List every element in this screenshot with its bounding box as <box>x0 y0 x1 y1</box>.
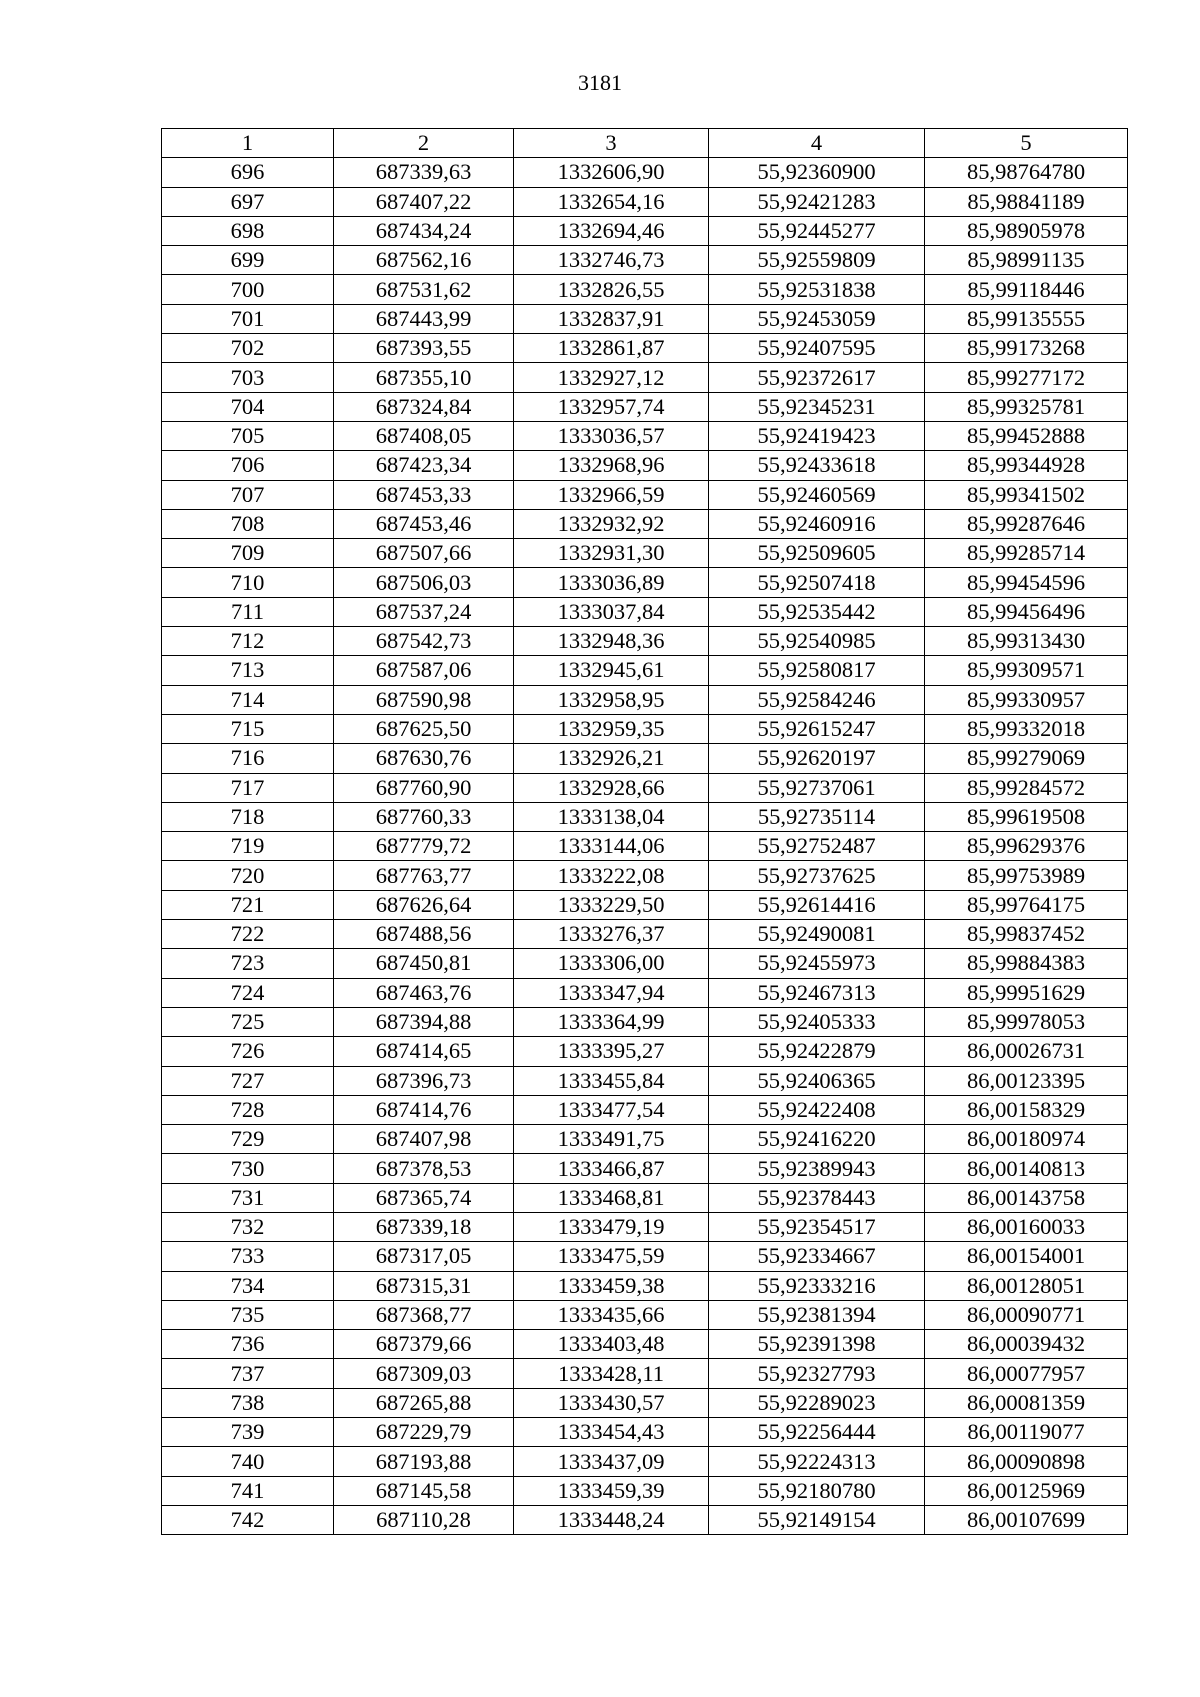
column-header: 5 <box>925 129 1128 158</box>
table-cell: 1332826,55 <box>514 275 709 304</box>
coordinates-table <box>161 128 1128 1535</box>
table-cell: 687450,81 <box>334 949 514 978</box>
table-cell: 687488,56 <box>334 920 514 949</box>
table-cell: 86,00128051 <box>925 1271 1128 1300</box>
table-cell: 723 <box>162 949 334 978</box>
table-row <box>162 1212 1128 1241</box>
table-cell: 726 <box>162 1037 334 1066</box>
table-cell: 687339,18 <box>334 1212 514 1241</box>
table-cell: 55,92333216 <box>709 1271 925 1300</box>
table-cell: 86,00039432 <box>925 1330 1128 1359</box>
table-cell: 85,99313430 <box>925 627 1128 656</box>
table-cell: 55,92289023 <box>709 1388 925 1417</box>
table-cell: 85,98764780 <box>925 158 1128 187</box>
table-row <box>162 1359 1128 1388</box>
table-cell: 55,92445277 <box>709 216 925 245</box>
table-row <box>162 773 1128 802</box>
table-cell: 55,92256444 <box>709 1418 925 1447</box>
table-cell: 85,99279069 <box>925 744 1128 773</box>
table-cell: 741 <box>162 1476 334 1505</box>
table-cell: 715 <box>162 714 334 743</box>
table-cell: 1332928,66 <box>514 773 709 802</box>
table-cell: 687339,63 <box>334 158 514 187</box>
table-cell: 1332968,96 <box>514 451 709 480</box>
table-row <box>162 1476 1128 1505</box>
table-cell: 1332861,87 <box>514 334 709 363</box>
table-row <box>162 1183 1128 1212</box>
table-cell: 55,92421283 <box>709 187 925 216</box>
table-cell: 687324,84 <box>334 392 514 421</box>
table-cell: 687443,99 <box>334 304 514 333</box>
table-cell: 85,99452888 <box>925 421 1128 450</box>
table-row <box>162 1300 1128 1329</box>
table-cell: 1333347,94 <box>514 978 709 1007</box>
table-cell: 1333459,38 <box>514 1271 709 1300</box>
table-cell: 698 <box>162 216 334 245</box>
table-row <box>162 216 1128 245</box>
table-cell: 55,92354517 <box>709 1212 925 1241</box>
table-cell: 55,92752487 <box>709 832 925 861</box>
table-cell: 1333468,81 <box>514 1183 709 1212</box>
table-row <box>162 1271 1128 1300</box>
table-cell: 739 <box>162 1418 334 1447</box>
table-cell: 707 <box>162 480 334 509</box>
table-cell: 86,00090898 <box>925 1447 1128 1476</box>
table-cell: 687760,90 <box>334 773 514 802</box>
table-cell: 1332837,91 <box>514 304 709 333</box>
table-cell: 727 <box>162 1066 334 1095</box>
table-cell: 1332945,61 <box>514 656 709 685</box>
table-cell: 86,00107699 <box>925 1505 1128 1534</box>
table-cell: 86,00123395 <box>925 1066 1128 1095</box>
table-cell: 687506,03 <box>334 568 514 597</box>
table-cell: 85,99287646 <box>925 509 1128 538</box>
table-cell: 1333435,66 <box>514 1300 709 1329</box>
column-header: 1 <box>162 129 334 158</box>
table-cell: 687315,31 <box>334 1271 514 1300</box>
table-cell: 55,92433618 <box>709 451 925 480</box>
table-cell: 55,92735114 <box>709 802 925 831</box>
table-row <box>162 1007 1128 1036</box>
table-cell: 55,92490081 <box>709 920 925 949</box>
table-cell: 742 <box>162 1505 334 1534</box>
table-cell: 716 <box>162 744 334 773</box>
table-cell: 1332958,95 <box>514 685 709 714</box>
table-cell: 687434,24 <box>334 216 514 245</box>
table-cell: 1333491,75 <box>514 1125 709 1154</box>
table-cell: 85,99325781 <box>925 392 1128 421</box>
table-cell: 708 <box>162 509 334 538</box>
table-cell: 1333459,39 <box>514 1476 709 1505</box>
table-row <box>162 920 1128 949</box>
table-cell: 85,98905978 <box>925 216 1128 245</box>
table-row <box>162 685 1128 714</box>
table-cell: 718 <box>162 802 334 831</box>
table-row <box>162 246 1128 275</box>
table-cell: 55,92360900 <box>709 158 925 187</box>
table-cell: 55,92584246 <box>709 685 925 714</box>
table-cell: 687145,58 <box>334 1476 514 1505</box>
table-cell: 1333428,11 <box>514 1359 709 1388</box>
table-cell: 85,99753989 <box>925 861 1128 890</box>
table-cell: 733 <box>162 1242 334 1271</box>
table-cell: 697 <box>162 187 334 216</box>
table-cell: 696 <box>162 158 334 187</box>
table-cell: 55,92460569 <box>709 480 925 509</box>
table-cell: 705 <box>162 421 334 450</box>
table-row <box>162 656 1128 685</box>
table-cell: 729 <box>162 1125 334 1154</box>
table-cell: 731 <box>162 1183 334 1212</box>
table-cell: 55,92737625 <box>709 861 925 890</box>
table-row <box>162 978 1128 1007</box>
table-cell: 687393,55 <box>334 334 514 363</box>
table-cell: 687630,76 <box>334 744 514 773</box>
table-cell: 86,00160033 <box>925 1212 1128 1241</box>
table-row <box>162 1154 1128 1183</box>
table-row <box>162 1125 1128 1154</box>
table-row <box>162 539 1128 568</box>
table-row <box>162 187 1128 216</box>
table-cell: 722 <box>162 920 334 949</box>
table-cell: 687531,62 <box>334 275 514 304</box>
table-cell: 702 <box>162 334 334 363</box>
table-cell: 55,92224313 <box>709 1447 925 1476</box>
table-cell: 55,92378443 <box>709 1183 925 1212</box>
table-row <box>162 451 1128 480</box>
table-cell: 86,00081359 <box>925 1388 1128 1417</box>
table-cell: 687763,77 <box>334 861 514 890</box>
table-cell: 687414,65 <box>334 1037 514 1066</box>
table-cell: 699 <box>162 246 334 275</box>
table-cell: 1333430,57 <box>514 1388 709 1417</box>
table-cell: 85,99332018 <box>925 714 1128 743</box>
table-cell: 55,92327793 <box>709 1359 925 1388</box>
table-cell: 701 <box>162 304 334 333</box>
table-cell: 1333403,48 <box>514 1330 709 1359</box>
table-row <box>162 890 1128 919</box>
table-cell: 55,92737061 <box>709 773 925 802</box>
table-cell: 85,99978053 <box>925 1007 1128 1036</box>
table-cell: 736 <box>162 1330 334 1359</box>
table-cell: 1333475,59 <box>514 1242 709 1271</box>
table-row <box>162 1447 1128 1476</box>
table-cell: 85,99456496 <box>925 597 1128 626</box>
table-cell: 85,99330957 <box>925 685 1128 714</box>
table-cell: 85,99118446 <box>925 275 1128 304</box>
table-cell: 86,00026731 <box>925 1037 1128 1066</box>
table-cell: 86,00154001 <box>925 1242 1128 1271</box>
table-cell: 85,99764175 <box>925 890 1128 919</box>
table-cell: 728 <box>162 1095 334 1124</box>
table-cell: 687193,88 <box>334 1447 514 1476</box>
table-cell: 55,92460916 <box>709 509 925 538</box>
table-cell: 85,99277172 <box>925 363 1128 392</box>
table-cell: 720 <box>162 861 334 890</box>
table-cell: 735 <box>162 1300 334 1329</box>
table-cell: 687587,06 <box>334 656 514 685</box>
table-cell: 687394,88 <box>334 1007 514 1036</box>
table-cell: 711 <box>162 597 334 626</box>
table-cell: 1332931,30 <box>514 539 709 568</box>
table-cell: 55,92419423 <box>709 421 925 450</box>
table-cell: 55,92334667 <box>709 1242 925 1271</box>
table-cell: 687396,73 <box>334 1066 514 1095</box>
table-cell: 1333276,37 <box>514 920 709 949</box>
table-cell: 85,99284572 <box>925 773 1128 802</box>
table-cell: 717 <box>162 773 334 802</box>
column-header: 4 <box>709 129 925 158</box>
table-cell: 86,00119077 <box>925 1418 1128 1447</box>
table-cell: 55,92391398 <box>709 1330 925 1359</box>
table-cell: 687378,53 <box>334 1154 514 1183</box>
table-cell: 687379,66 <box>334 1330 514 1359</box>
table-cell: 710 <box>162 568 334 597</box>
table-cell: 730 <box>162 1154 334 1183</box>
table-cell: 85,98841189 <box>925 187 1128 216</box>
table-cell: 85,99837452 <box>925 920 1128 949</box>
table-cell: 55,92345231 <box>709 392 925 421</box>
table-cell: 86,00077957 <box>925 1359 1128 1388</box>
table-cell: 687407,22 <box>334 187 514 216</box>
table-cell: 55,92559809 <box>709 246 925 275</box>
table-cell: 1332654,16 <box>514 187 709 216</box>
table-cell: 732 <box>162 1212 334 1241</box>
table-cell: 687407,98 <box>334 1125 514 1154</box>
table-cell: 687463,76 <box>334 978 514 1007</box>
table-cell: 1332966,59 <box>514 480 709 509</box>
table-cell: 714 <box>162 685 334 714</box>
table-cell: 85,99309571 <box>925 656 1128 685</box>
table-cell: 734 <box>162 1271 334 1300</box>
table-cell: 1332957,74 <box>514 392 709 421</box>
table-cell: 738 <box>162 1388 334 1417</box>
table-cell: 687453,46 <box>334 509 514 538</box>
table-cell: 85,99344928 <box>925 451 1128 480</box>
table-cell: 740 <box>162 1447 334 1476</box>
table-cell: 55,92540985 <box>709 627 925 656</box>
table-row <box>162 861 1128 890</box>
table-cell: 1332932,92 <box>514 509 709 538</box>
table-cell: 85,99629376 <box>925 832 1128 861</box>
table-cell: 687626,64 <box>334 890 514 919</box>
table-cell: 86,00140813 <box>925 1154 1128 1183</box>
table-cell: 1333466,87 <box>514 1154 709 1183</box>
table-cell: 1332926,21 <box>514 744 709 773</box>
table-cell: 1332927,12 <box>514 363 709 392</box>
table-row <box>162 1330 1128 1359</box>
table-cell: 687110,28 <box>334 1505 514 1534</box>
table-cell: 1333437,09 <box>514 1447 709 1476</box>
table-cell: 1332694,46 <box>514 216 709 245</box>
table-cell: 1333229,50 <box>514 890 709 919</box>
table-cell: 687453,33 <box>334 480 514 509</box>
table-cell: 687537,24 <box>334 597 514 626</box>
table-cell: 85,98991135 <box>925 246 1128 275</box>
column-header: 2 <box>334 129 514 158</box>
table-header <box>162 129 1128 158</box>
table-row <box>162 275 1128 304</box>
table-row <box>162 744 1128 773</box>
table-cell: 724 <box>162 978 334 1007</box>
table-cell: 55,92422879 <box>709 1037 925 1066</box>
table-cell: 55,92507418 <box>709 568 925 597</box>
table-cell: 86,00143758 <box>925 1183 1128 1212</box>
table-row <box>162 832 1128 861</box>
table-row <box>162 597 1128 626</box>
table-cell: 55,92455973 <box>709 949 925 978</box>
table-cell: 55,92372617 <box>709 363 925 392</box>
table-cell: 1333144,06 <box>514 832 709 861</box>
table-cell: 687317,05 <box>334 1242 514 1271</box>
table-cell: 1333036,89 <box>514 568 709 597</box>
table-cell: 1333138,04 <box>514 802 709 831</box>
table-row <box>162 363 1128 392</box>
table-cell: 1333037,84 <box>514 597 709 626</box>
table-cell: 86,00125969 <box>925 1476 1128 1505</box>
table-cell: 1333222,08 <box>514 861 709 890</box>
table-cell: 700 <box>162 275 334 304</box>
table-cell: 85,99619508 <box>925 802 1128 831</box>
table-cell: 687760,33 <box>334 802 514 831</box>
table-cell: 85,99285714 <box>925 539 1128 568</box>
table-cell: 709 <box>162 539 334 568</box>
table-cell: 1333479,19 <box>514 1212 709 1241</box>
table-row <box>162 1242 1128 1271</box>
table-cell: 687625,50 <box>334 714 514 743</box>
table-row <box>162 949 1128 978</box>
table-cell: 1333448,24 <box>514 1505 709 1534</box>
table-row <box>162 392 1128 421</box>
table-cell: 55,92381394 <box>709 1300 925 1329</box>
table-row <box>162 480 1128 509</box>
table-cell: 55,92535442 <box>709 597 925 626</box>
table-row <box>162 1388 1128 1417</box>
table-cell: 687365,74 <box>334 1183 514 1212</box>
table-cell: 687265,88 <box>334 1388 514 1417</box>
table-row <box>162 1095 1128 1124</box>
table-cell: 1333306,00 <box>514 949 709 978</box>
table-cell: 687779,72 <box>334 832 514 861</box>
table-cell: 687507,66 <box>334 539 514 568</box>
table-cell: 687414,76 <box>334 1095 514 1124</box>
table-row <box>162 627 1128 656</box>
table-cell: 1333455,84 <box>514 1066 709 1095</box>
table-row <box>162 1505 1128 1534</box>
table-cell: 85,99173268 <box>925 334 1128 363</box>
table-cell: 721 <box>162 890 334 919</box>
table-cell: 725 <box>162 1007 334 1036</box>
table-cell: 706 <box>162 451 334 480</box>
table-cell: 704 <box>162 392 334 421</box>
table-cell: 55,92615247 <box>709 714 925 743</box>
table-cell: 713 <box>162 656 334 685</box>
table-cell: 55,92180780 <box>709 1476 925 1505</box>
table-row <box>162 802 1128 831</box>
table-cell: 55,92531838 <box>709 275 925 304</box>
table-cell: 55,92149154 <box>709 1505 925 1534</box>
table-cell: 55,92453059 <box>709 304 925 333</box>
header-row <box>162 129 1128 158</box>
table-row <box>162 1037 1128 1066</box>
table-cell: 55,92416220 <box>709 1125 925 1154</box>
table-cell: 1332948,36 <box>514 627 709 656</box>
table-cell: 86,00180974 <box>925 1125 1128 1154</box>
table-cell: 687309,03 <box>334 1359 514 1388</box>
table-cell: 687562,16 <box>334 246 514 275</box>
table-row <box>162 158 1128 187</box>
table-cell: 687368,77 <box>334 1300 514 1329</box>
table-cell: 1333454,43 <box>514 1418 709 1447</box>
table-cell: 86,00158329 <box>925 1095 1128 1124</box>
table-cell: 1332746,73 <box>514 246 709 275</box>
table-cell: 687542,73 <box>334 627 514 656</box>
table-cell: 687590,98 <box>334 685 514 714</box>
table-cell: 1333395,27 <box>514 1037 709 1066</box>
table-cell: 687355,10 <box>334 363 514 392</box>
table-cell: 703 <box>162 363 334 392</box>
table-cell: 719 <box>162 832 334 861</box>
table-cell: 55,92405333 <box>709 1007 925 1036</box>
table-cell: 85,99884383 <box>925 949 1128 978</box>
table-cell: 687423,34 <box>334 451 514 480</box>
table-cell: 55,92407595 <box>709 334 925 363</box>
table-cell: 737 <box>162 1359 334 1388</box>
table-row <box>162 1418 1128 1447</box>
page-number: 3181 <box>578 70 622 95</box>
table-row <box>162 714 1128 743</box>
table-cell: 55,92467313 <box>709 978 925 1007</box>
table-cell: 55,92509605 <box>709 539 925 568</box>
table-cell: 687229,79 <box>334 1418 514 1447</box>
table-cell: 1333036,57 <box>514 421 709 450</box>
table-cell: 712 <box>162 627 334 656</box>
table-cell: 55,92580817 <box>709 656 925 685</box>
table-cell: 1333364,99 <box>514 1007 709 1036</box>
table-cell: 687408,05 <box>334 421 514 450</box>
table-cell: 1332606,90 <box>514 158 709 187</box>
table-row <box>162 421 1128 450</box>
table-cell: 55,92614416 <box>709 890 925 919</box>
table-cell: 1333477,54 <box>514 1095 709 1124</box>
table-cell: 85,99454596 <box>925 568 1128 597</box>
table-cell: 1332959,35 <box>514 714 709 743</box>
table-cell: 55,92389943 <box>709 1154 925 1183</box>
table-cell: 85,99135555 <box>925 304 1128 333</box>
table-row <box>162 304 1128 333</box>
table-cell: 55,92422408 <box>709 1095 925 1124</box>
table-cell: 85,99951629 <box>925 978 1128 1007</box>
table-row <box>162 1066 1128 1095</box>
table-row <box>162 568 1128 597</box>
table-body <box>162 158 1128 1535</box>
table-cell: 86,00090771 <box>925 1300 1128 1329</box>
table-row <box>162 509 1128 538</box>
column-header: 3 <box>514 129 709 158</box>
table-cell: 55,92406365 <box>709 1066 925 1095</box>
table-cell: 85,99341502 <box>925 480 1128 509</box>
table-cell: 55,92620197 <box>709 744 925 773</box>
table-row <box>162 334 1128 363</box>
